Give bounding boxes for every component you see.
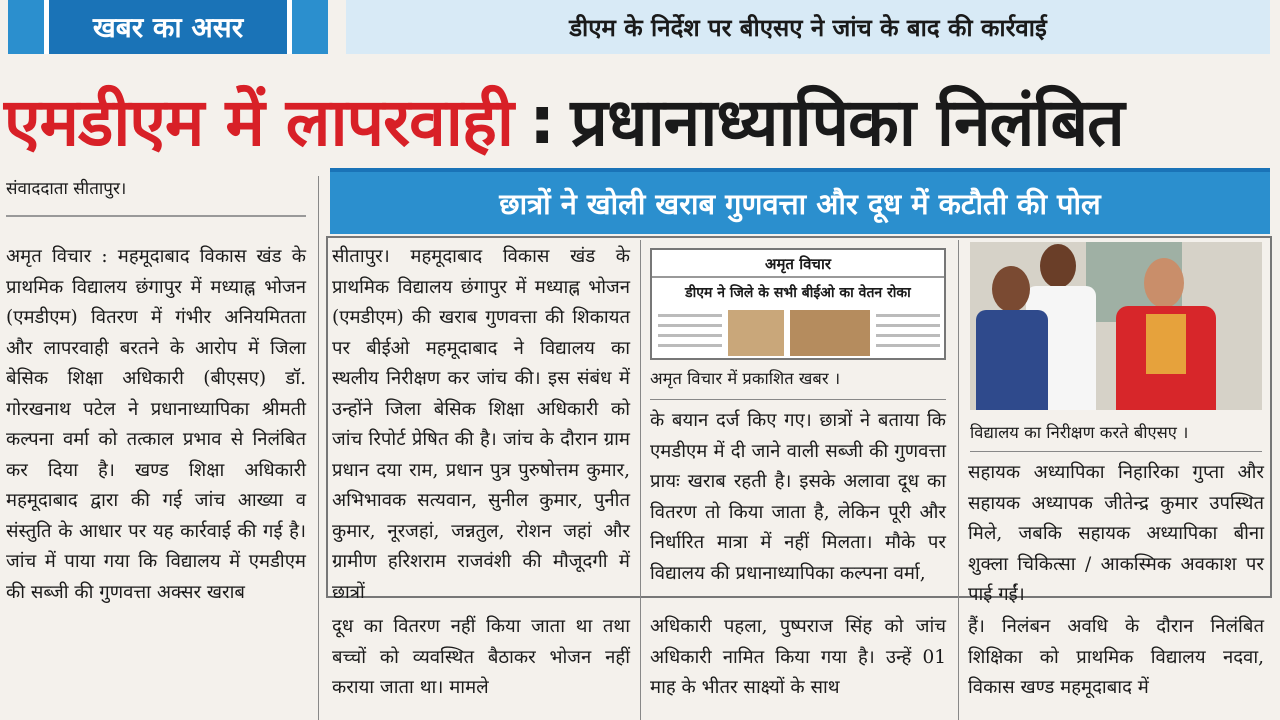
clipping-masthead: अमृत विचार bbox=[652, 250, 944, 278]
column-divider bbox=[958, 240, 959, 720]
clipping-text-line bbox=[876, 334, 940, 337]
inspection-photo bbox=[970, 242, 1262, 410]
article-bottom-column-4: हैं। निलंबन अवधि के दौरान निलंबित शिक्षिका को प्राथमिक विद्यालय नदवा, विकास खण्ड महमूदाबाद में bbox=[968, 616, 1264, 698]
kicker-right-band: डीएम के निर्देश पर बीएसए ने जांच के बाद की कार्रवाई bbox=[346, 0, 1270, 54]
article-column-1: अमृत विचार : महमूदाबाद विकास खंड के प्राथमिक विद्यालय छंगापुर में मध्याह्न भोजन (एमडीएम) वितरण में गंभीर अनियमितता और लापरवाही बरतने के आरोप में जिला बेसिक शिक्षा अधिकारी (बीएसए) डॉ. गोरखनाथ पटेल ने प्रधानाध्यापिका श्रीमती कल्पना वर्मा को तत्काल प्रभाव से निलंबित कर दिया है। खण्ड शिक्षा अधिकारी महमूदाबाद द्वारा की गई जांच आख्या व संस्तुति के आधार पर यह कार्रवाई की गई है। जांच में पाया गया कि विद्यालय में एमडीएम की सब्जी की गुणवत्ता अक्सर खराब bbox=[6, 246, 306, 603]
article-column-2: सीतापुर। महमूदाबाद विकास खंड के प्राथमिक विद्यालय छंगापुर में मध्याह्न भोजन (एमडीएम) की खराब गुणवत्ता की शिकायत पर बीईओ महमूदाबाद ने विद्यालय का स्थलीय निरीक्षण कर जांच की। इस संबंध में उन्होंने जिला बेसिक शिक्षा अधिकारी को जांच रिपोर्ट प्रेषित की है। जांच के दौरान ग्राम प्रधान दया राम, प्रधान पुत्र पुरुषोत्तम कुमार, अभिभावक सत्यवान, सुनील कुमार, पुनीत कुमार, नूरजहां, जन्नतुल, रोशन जहां और ग्रामीण हरिशराम राजवंशी की मौजूदगी में छात्रों bbox=[332, 246, 630, 603]
clipping-photo bbox=[790, 310, 870, 356]
clipping-headline: डीएम ने जिले के सभी बीईओ का वेतन रोका bbox=[652, 280, 944, 306]
person-figure bbox=[1116, 258, 1216, 410]
photo-caption: विद्यालय का निरीक्षण करते बीएसए । bbox=[970, 420, 1262, 452]
article-column-3: के बयान दर्ज किए गए। छात्रों ने बताया कि एमडीएम में दी जाने वाली सब्जी की गुणवत्ता प्रायः खराब रहती है। इसके अलावा दूध का वितरण तो किया जाता है, लेकिन पूरी और निर्धारित मात्रा में नहीं मिलता। मौके पर विद्यालय की प्रधानाध्यापिका कल्पना वर्मा, bbox=[650, 410, 946, 584]
kicker-left-label: खबर का असर bbox=[44, 0, 292, 54]
newspaper-clipping-image bbox=[650, 248, 946, 360]
clipping-photo bbox=[728, 310, 784, 356]
headline-part2: प्रधानाध्यापिका निलंबित bbox=[570, 84, 1124, 161]
headline bbox=[4, 70, 1278, 170]
byline: संवाददाता सीतापुर। bbox=[6, 176, 306, 217]
article-bottom-column-2: दूध का वितरण नहीं किया जाता था तथा बच्चों को व्यवस्थित बैठाकर भोजन नहीं कराया जाता था। मामले bbox=[332, 616, 630, 698]
clipping-text-line bbox=[658, 324, 722, 327]
kicker-left-band bbox=[8, 0, 328, 54]
column-divider bbox=[640, 240, 641, 720]
subheadline: छात्रों ने खोली खराब गुणवत्ता और दूध में कटौती की पोल bbox=[330, 168, 1270, 234]
article-column-4: सहायक अध्यापिका निहारिका गुप्ता और सहायक अध्यापक जीतेन्द्र कुमार उपस्थित मिले, जबकि सहायक अध्यापिका बीना शुक्ला चिकित्सा / आकस्मिक अवकाश पर पाई गईं। bbox=[968, 462, 1264, 605]
headline-separator: : bbox=[529, 81, 555, 159]
clipping-caption: अमृत विचार में प्रकाशित खबर । bbox=[650, 366, 946, 400]
clipping-text-line bbox=[876, 344, 940, 347]
article-bottom-column-3: अधिकारी पहला, पुष्पराज सिंह को जांच अधिकारी नामित किया गया है। उन्हें 01 माह के भीतर साक्ष्यों के साथ bbox=[650, 616, 946, 698]
clipping-text-line bbox=[876, 314, 940, 317]
clipping-text-line bbox=[658, 334, 722, 337]
clipping-text-line bbox=[658, 314, 722, 317]
person-figure bbox=[976, 266, 1048, 410]
headline-part1: एमडीएम में लापरवाही bbox=[4, 84, 514, 161]
clipping-text-line bbox=[876, 324, 940, 327]
clipping-text-line bbox=[658, 344, 722, 347]
column-divider bbox=[318, 176, 319, 720]
